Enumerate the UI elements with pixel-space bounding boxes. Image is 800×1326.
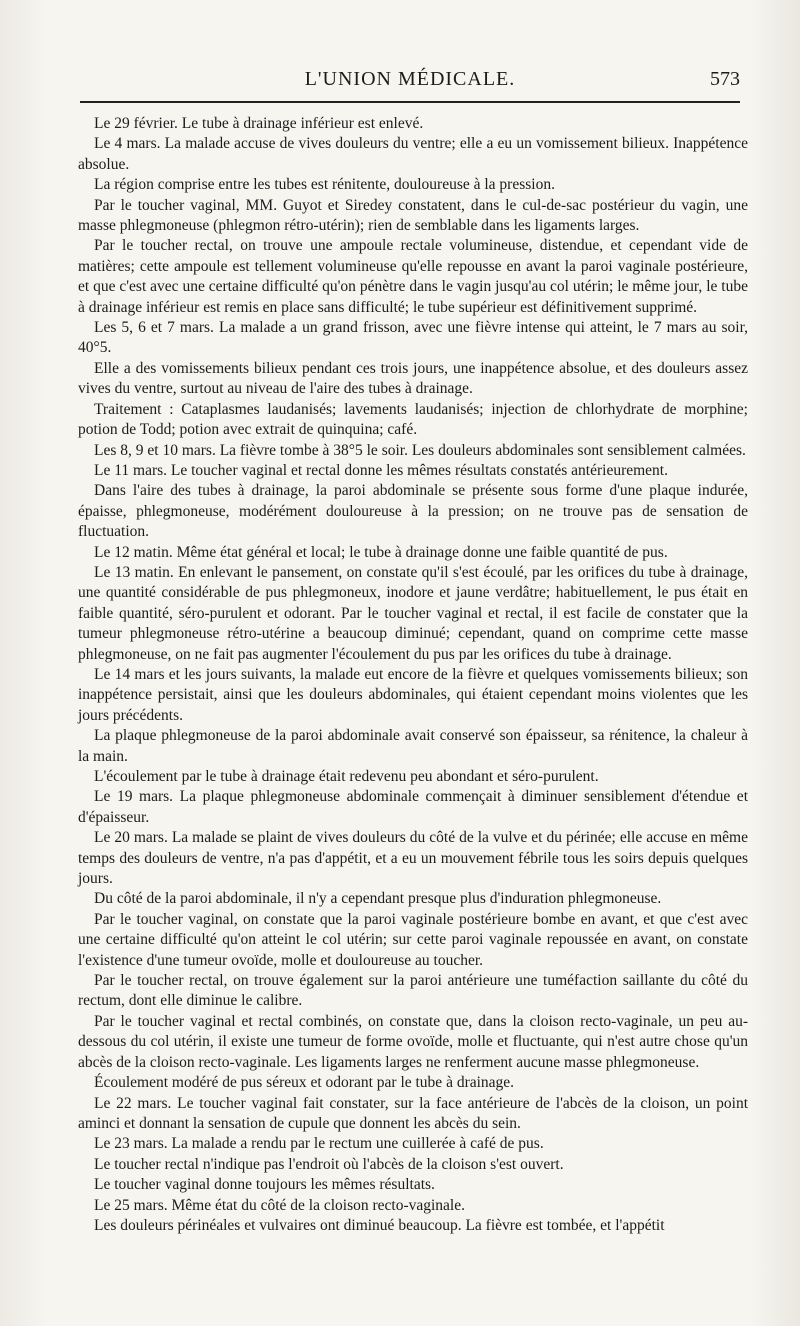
paragraph: Le 11 mars. Le toucher vaginal et rectal donne les mêmes résultats constatés antérieurement.: [94, 461, 668, 479]
paragraph: Le 20 mars. La malade se plaint de vives douleurs du côté de la vulve et du périnée; elle accuse en même temps des douleurs de ventre, n'a pas d'appétit, et a eu un mouvement fébrile tous les soirs depuis quelques jours.: [78, 829, 748, 888]
paragraph: Le 4 mars. La malade accuse de vives douleurs du ventre; elle a eu un vomissement bilieux. Inappétence absolue.: [78, 135, 748, 173]
paragraph: Le 22 mars. Le toucher vaginal fait constater, sur la face antérieure de l'abcès de la cloison, un point aminci et donnant la sensation de cupule que donnent les abcès du sein.: [78, 1094, 748, 1132]
paragraph: Le 23 mars. La malade a rendu par le rectum une cuillerée à café de pus.: [94, 1135, 544, 1153]
paragraph: Elle a des vomissements bilieux pendant ces trois jours, une inappétence absolue, et des douleurs assez vives du ventre, surtout au niveau de l'aire des tubes à drainage.: [78, 359, 748, 398]
paragraph: Écoulement modéré de pus séreux et odorant par le tube à drainage.: [94, 1074, 515, 1092]
paragraph: Par le toucher vaginal, on constate que la paroi vaginale postérieure bombe en avant, et que c'est avec une certaine difficulté qu'on atteint le col utérin; sur cette paroi vaginale repoussée en avant, on constate l'existence d'une tumeur ovoïde, molle et douloureuse au toucher.: [78, 910, 748, 969]
paragraph: Le 25 mars. Même état du côté de la cloison recto-vaginale.: [94, 1196, 465, 1214]
paragraph: Le 14 mars et les jours suivants, la malade eut encore de la fièvre et quelques vomissements bilieux; son inappétence persistait, ainsi que les douleurs abdominales, qui étaient cependant moins violentes que les jours précédents.: [78, 665, 748, 724]
paragraph: L'écoulement par le tube à drainage était redevenu peu abondant et séro-purulent.: [94, 768, 599, 785]
paragraph: Le 13 matin. En enlevant le pansement, on constate qu'il s'est écoulé, par les orifices du tube à drainage, une quantité considérable de pus phlegmoneux, inodore et jaune verdâtre; habituellement, le pus était en faible quantité, séro-purulent et odorant. Par le toucher vaginal et rectal, il est facile de constater que la tumeur phlegmoneuse rétro-utérine a beaucoup diminué; cependant, quand on comprime cette masse phlegmoneuse, on ne fait pas augmenter l'écoulement du pus par les orifices du tube à drainage.: [78, 563, 748, 663]
paragraph: Le toucher rectal n'indique pas l'endroit où l'abcès de la cloison s'est ouvert.: [94, 1155, 564, 1173]
header-rule: [80, 101, 740, 103]
paragraph: Traitement : Cataplasmes laudanisés; lavements laudanisés; injection de chlorhydrate de morphine; potion de Todd; potion avec extrait de quinquina; café.: [78, 400, 748, 439]
paragraph: Les 5, 6 et 7 mars. La malade a un grand frisson, avec une fièvre intense qui atteint, le 7 mars au soir, 40°5.: [78, 319, 748, 357]
paragraph: Par le toucher rectal, on trouve également sur la paroi antérieure une tuméfaction saillante du côté du rectum, dont elle diminue le calibre.: [78, 972, 748, 1010]
paragraph: Les douleurs périnéales et vulvaires ont diminué beaucoup. La fièvre est tombée, et l'appétit: [94, 1216, 665, 1234]
paragraph: Du côté de la paroi abdominale, il n'y a cependant presque plus d'induration phlegmoneuse.: [94, 890, 662, 908]
running-title: L'UNION MÉDICALE.: [304, 68, 516, 90]
paragraph: Par le toucher rectal, on trouve une ampoule rectale volumineuse, distendue, et cependant vide de matières; cette ampoule est tellement volumineuse qu'elle repousse en avant la paroi vaginale postérieure, et que c'est avec une certaine difficulté qu'on pénètre dans le vagin jusqu'au col utérin; le même jour, le tube à drainage inférieur est remis en place sans difficulté; le tube supérieur est définitivement supprimé.: [78, 237, 748, 316]
paragraph: Le 29 février. Le tube à drainage inférieur est enlevé.: [94, 115, 424, 132]
paragraph: Dans l'aire des tubes à drainage, la paroi abdominale se présente sous forme d'une plaque indurée, épaisse, phlegmoneuse, modérément douloureuse à la pression; on ne trouve pas de sensation de fluctuation.: [78, 482, 748, 541]
body-text: [78, 114, 748, 1236]
paragraph: La plaque phlegmoneuse de la paroi abdominale avait conservé son épaisseur, sa rénitence, la chaleur à la main.: [78, 727, 748, 765]
paragraph: Le 19 mars. La plaque phlegmoneuse abdominale commençait à diminuer sensiblement d'étendue et d'épaisseur.: [78, 788, 748, 826]
page-header: [80, 62, 740, 98]
paragraph: Le toucher vaginal donne toujours les mêmes résultats.: [94, 1176, 435, 1194]
paragraph: Par le toucher vaginal et rectal combinés, on constate que, dans la cloison recto-vaginale, un peu au-dessous du col utérin, il existe une tumeur de forme ovoïde, molle et fluctuante, qui n'est autre chose qu'un abcès de la cloison recto-vaginale. Les ligaments larges ne renferment aucune masse phlegmoneuse.: [78, 1012, 748, 1071]
paragraph: Les 8, 9 et 10 mars. La fièvre tombe à 38°5 le soir. Les douleurs abdominales sont sensiblement calmées.: [94, 441, 746, 459]
paragraph: La région comprise entre les tubes est rénitente, douloureuse à la pression.: [94, 176, 555, 194]
paragraph: Le 12 matin. Même état général et local; le tube à drainage donne une faible quantité de pus.: [94, 543, 668, 561]
page-number: 573: [710, 68, 740, 90]
paragraph: Par le toucher vaginal, MM. Guyot et Siredey constatent, dans le cul-de-sac postérieur du vagin, une masse phlegmoneuse (phlegmon rétro-utérin); rien de semblable dans les ligaments larges.: [78, 196, 748, 235]
